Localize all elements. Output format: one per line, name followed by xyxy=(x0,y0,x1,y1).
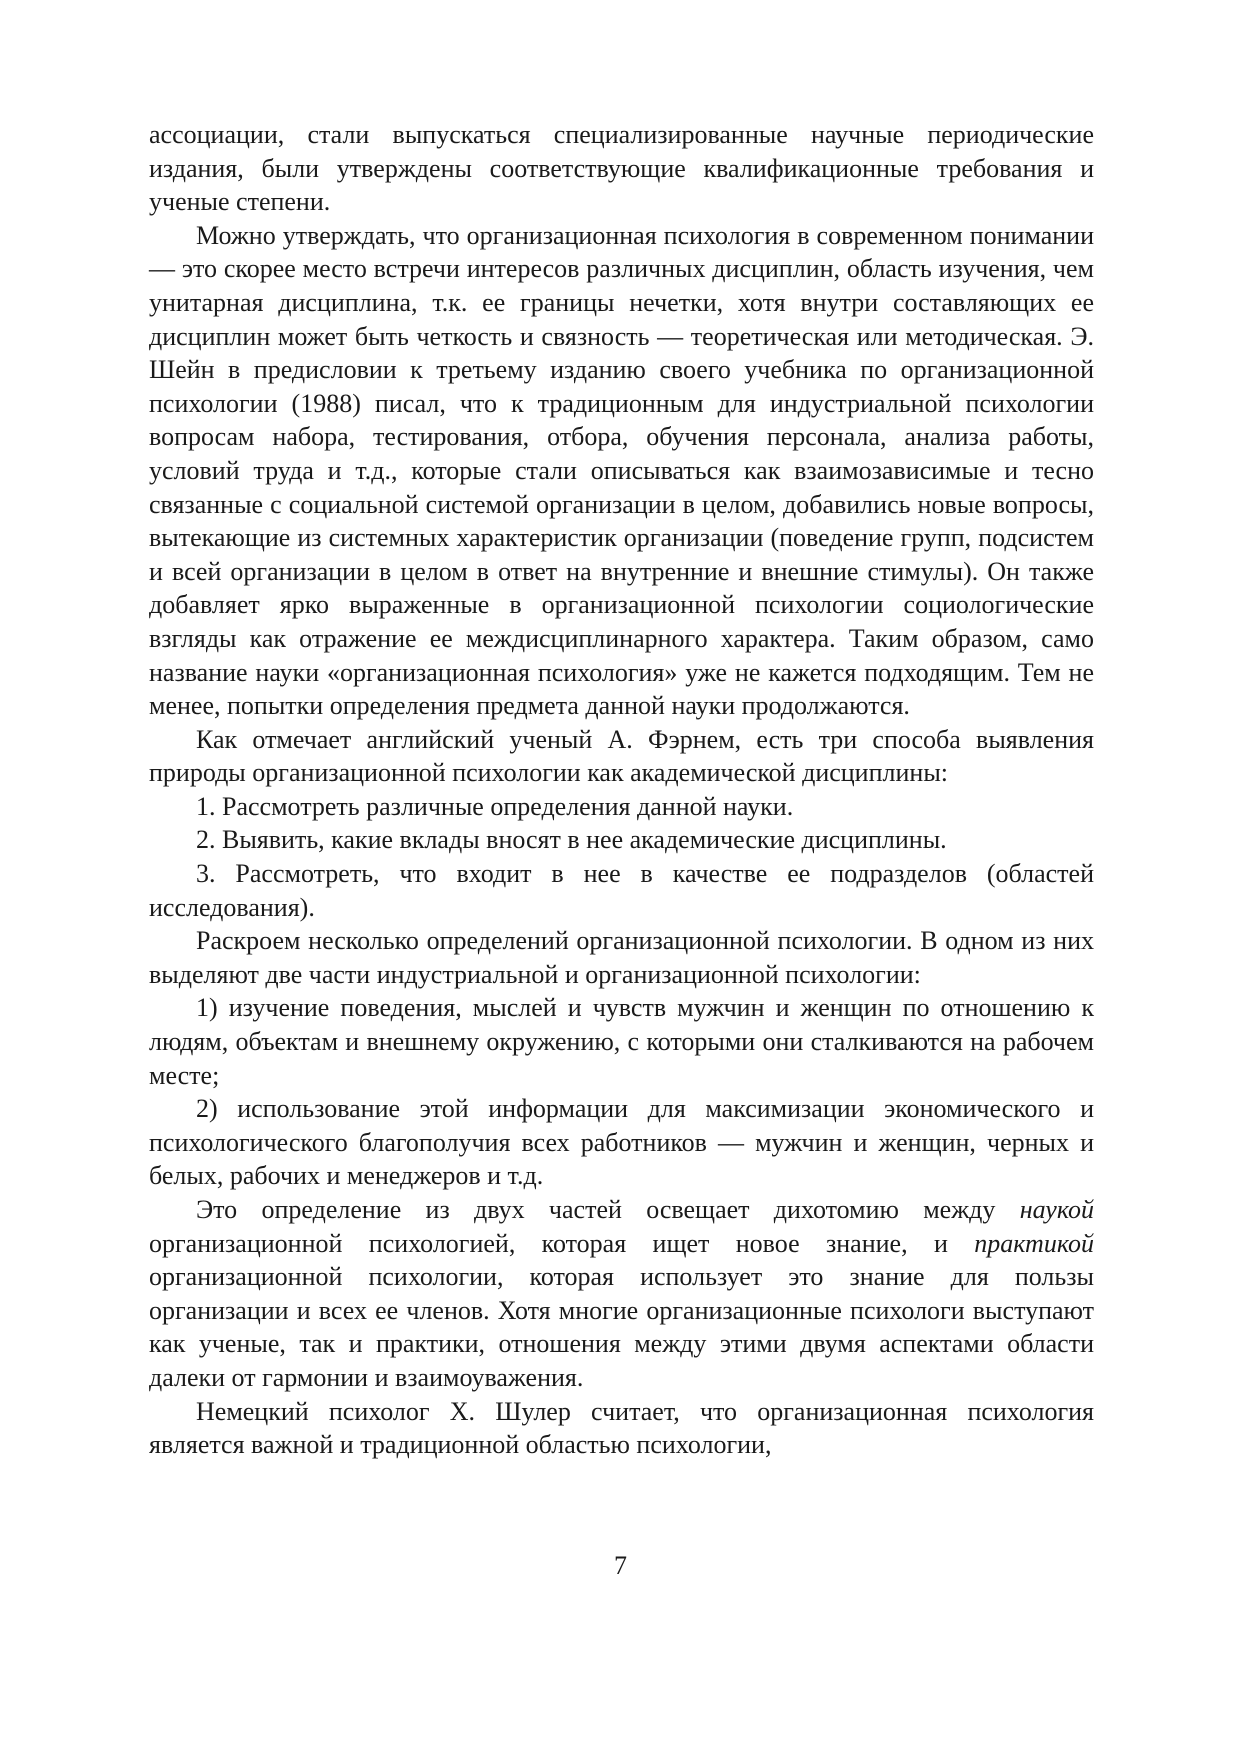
text-segment: организационной психологией, которая ищет новое знание, и xyxy=(149,1228,975,1258)
paragraph-science-practice xyxy=(149,1193,1094,1395)
page-body xyxy=(149,118,1094,1462)
page-number: 7 xyxy=(614,1551,627,1580)
paragraph-continuation: ассоциации, стали выпускаться специализированные научные периодические издания, были утверждены соответствующие квалификационные требования и ученые степени. xyxy=(149,120,1094,217)
list-item-part-2: 2) использование этой информации для максимизации экономического и психологического благополучия всех работников — мужчин и женщин, черных и белых, рабочих и менеджеров и т.д. xyxy=(149,1094,1094,1191)
emphasis-practice: практикой xyxy=(974,1228,1094,1258)
text-segment: Это определение из двух частей освещает дихотомию между xyxy=(196,1195,1020,1224)
emphasis-science: наукой xyxy=(1019,1195,1094,1224)
list-item-part-1: 1) изучение поведения, мыслей и чувств мужчин и женщин по отношению к людям, объектам и внешнему окружению, с которыми они сталкиваются на рабочем месте; xyxy=(149,993,1094,1090)
text-segment: организационной психологии, которая использует это знание для пользы организации и всех ее членов. Хотя многие организационные психологи выступают как ученые, так и практики, отношения между этими двумя аспектами области далеки от гармонии и взаимоуважения. xyxy=(149,1262,1094,1392)
paragraph-definitions-intro: Раскроем несколько определений организационной психологии. В одном из них выделяют две части индустриальной и организационной психологии: xyxy=(149,926,1094,989)
paragraph-furnham-methods: Как отмечает английский ученый А. Фэрнем, есть три способа выявления природы организационной психологии как академической дисциплины: xyxy=(149,724,1094,788)
list-item-method-3: 3. Рассмотреть, что входит в нее в качестве ее подразделов (областей исследования). xyxy=(149,859,1094,922)
list-item-method-2: 2. Выявить, какие вклады вносят в нее академические дисциплины. xyxy=(196,825,947,855)
paragraph-schuler: Немецкий психолог Х. Шулер считает, что организационная психология является важной и традиционной областью психологии, xyxy=(149,1396,1094,1460)
list-item-method-1: 1. Рассмотреть различные определения данной науки. xyxy=(196,791,794,821)
paragraph-definition-overview: Можно утверждать, что организационная психология в современном понимании — это скорее место встречи интересов различных дисциплин, область изучения, чем унитарная дисциплина, т.к. ее границы нечетки, хотя внутри составляющих ее дисциплин может быть четкость и связность — теоретическая или методическая. Э. Шейн в предисловии к третьему изданию своего учебника по организационной психологии (1988) писал, что к традиционным для индустриальной психологии вопросам набора, тестирования, отбора, обучения персонала, анализа работы, условий труда и т.д., которые стали описываться как взаимозависимые и тесно связанные с социальной системой организации в целом, добавились новые вопросы, вытекающие из системных характеристик организации (поведение групп, подсистем и всей организации в целом в ответ на внутренние и внешние стимулы). Он также добавляет ярко выраженные в организационной психологии социологические взгляды как отражение ее междисциплинарного характера. Таким образом, само название науки «организационная психология» уже не кажется подходящим. Тем не менее, попытки определения предмета данной науки продолжаются. xyxy=(149,220,1094,721)
